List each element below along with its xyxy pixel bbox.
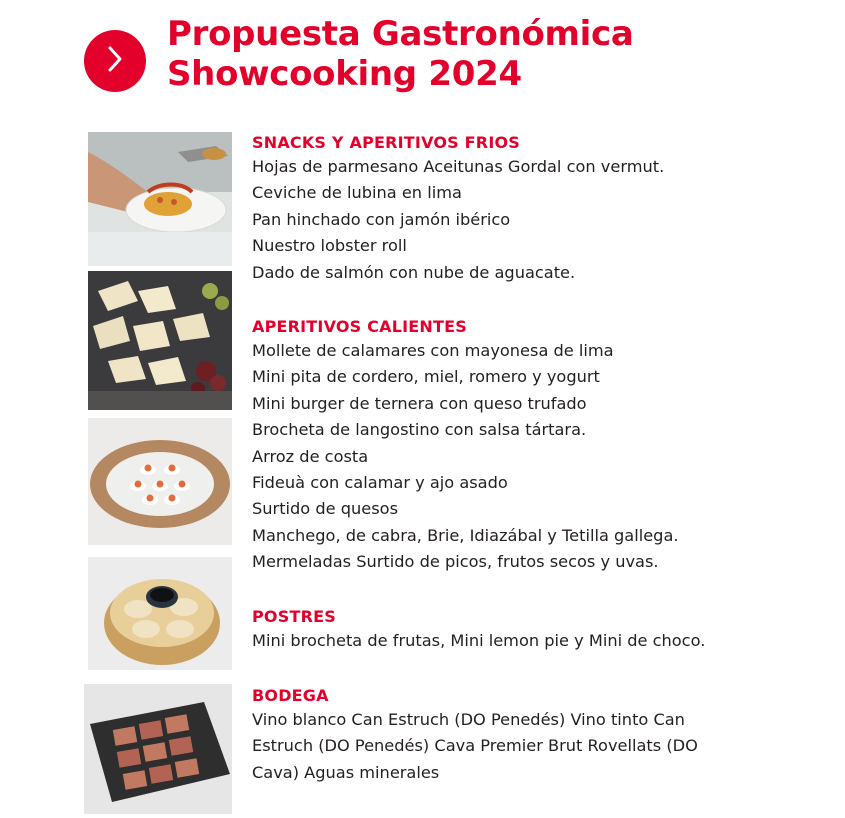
menu-item: Ceviche de lubina en lima [252, 183, 462, 203]
menu-item: Nuestro lobster roll [252, 236, 407, 256]
chevron-button[interactable] [84, 30, 146, 92]
title-line-2: Showcooking 2024 [167, 54, 522, 94]
section-title: APERITIVOS CALIENTES [252, 317, 467, 336]
menu-item: Mini pita de cordero, miel, romero y yogurt [252, 367, 600, 387]
tartare-spoons-photo [88, 418, 232, 545]
section-title: POSTRES [252, 607, 336, 626]
menu-section-calientes [252, 316, 679, 576]
menu-item: Vino blanco Can Estruch (DO Penedés) Vino tinto Can Estruch (DO Penedés) Cava Premier Brut Rovellats (DO Cava) Aguas minerales [252, 710, 698, 782]
menu-item: Mermeladas Surtido de picos, frutos secos y uvas. [252, 552, 659, 572]
dumplings-steamer-photo [88, 557, 232, 670]
menu-item: Brocheta de langostino con salsa tártara. [252, 420, 587, 440]
page-title [167, 14, 634, 94]
section-title: BODEGA [252, 686, 329, 705]
menu-item: Mini brocheta de frutas, Mini lemon pie y Mini de choco. [252, 631, 706, 650]
cheese-platter-photo [88, 271, 232, 410]
menu-item: Hojas de parmesano Aceitunas Gordal con vermut. [252, 157, 665, 176]
chevron-right-icon [102, 44, 128, 78]
menu-item: Mollete de calamares con mayonesa de lima [252, 341, 614, 360]
menu-item: Manchego, de cabra, Brie, Idiazábal y Tetilla gallega. [252, 525, 679, 545]
menu-item: Surtido de quesos [252, 499, 399, 519]
menu-item: Mini burger de ternera con queso trufado [252, 393, 587, 413]
menu-item: Pan hinchado con jamón ibérico [252, 209, 511, 229]
menu-section-bodega [252, 685, 722, 786]
menu-item: Arroz de costa [252, 446, 369, 466]
menu-section-postres [252, 606, 705, 654]
title-line-1: Propuesta Gastronómica [167, 14, 634, 54]
shrimp-rice-plate-photo [88, 132, 232, 266]
section-title: SNACKS Y APERITIVOS FRIOS [252, 133, 520, 152]
menu-section-snacks [252, 132, 664, 286]
menu-item: Dado de salmón con nube de aguacate. [252, 262, 576, 282]
menu-item: Fideuà con calamar y ajo asado [252, 473, 508, 493]
ham-toasts-slate-photo [84, 684, 232, 814]
